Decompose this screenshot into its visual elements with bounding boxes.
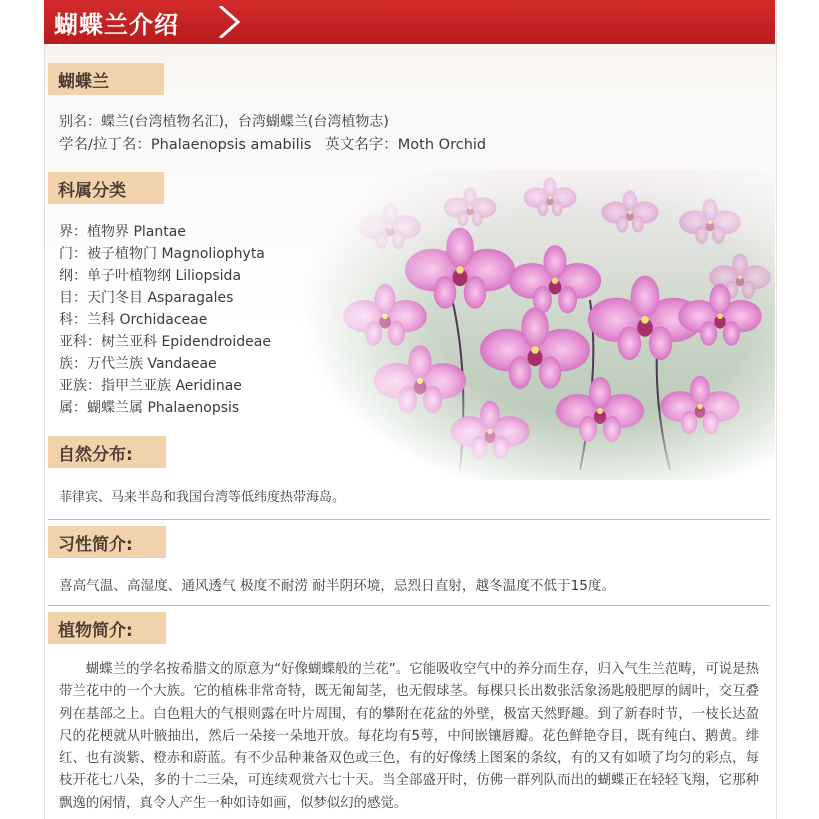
section-heading-plant: 植物简介: — [48, 612, 166, 644]
section-heading-taxonomy: 科属分类 — [48, 172, 164, 204]
banner-title: 蝴蝶兰介绍 — [54, 10, 179, 39]
taxonomy-rank: 族： — [59, 356, 87, 372]
plant-description: 蝴蝶兰的学名按希腊文的原意为“好像蝴蝶般的兰花”。它能吸收空气中的养分而生存，归入气生兰范畴，可说是热带兰花中的一个大族。它的植株非常奇特，既无匍匐茎，也无假球茎。每棵只长出数张活象汤匙般肥厚的阔叶，交互叠列在基部之上。白色粗大的气根则露在叶片周围，有的攀附在花盆的外壁，极富天然野趣。到了新春时节，一枝长达盈尺的花梗就从叶腋抽出，然后一朵接一朵地开放。每花均有5萼，中间嵌镶唇瓣。花色鲜艳夺目，既有纯白、鹅黄。绯红、也有淡紫、橙赤和蔚蓝。有不少品种兼备双色或三色，有的好像绣上图案的条纹，有的又有如喷了均匀的彩点，每枝开花七八朵，多的十二三朵，可连续观赏六七十天。当全部盛开时，仿佛一群列队而出的蝴蝶正在轻轻飞翔，它那种飘逸的闲情，真令人产生一种如诗如画，似梦似幻的感觉。 — [59, 662, 759, 811]
taxonomy-value: 万代兰族 Vandaeae — [87, 356, 217, 372]
taxonomy-rank: 科： — [59, 312, 87, 328]
taxonomy-value: 兰科 Orchidaceae — [87, 312, 208, 328]
taxonomy-value: 被子植物门 Magnoliophyta — [87, 246, 265, 262]
taxonomy-row — [59, 309, 207, 329]
taxonomy-row — [59, 397, 239, 417]
taxonomy-row — [59, 221, 186, 241]
taxonomy-rank: 亚科： — [59, 334, 101, 350]
distribution-text: 菲律宾、马来半岛和我国台湾等低纬度热带海岛。 — [59, 490, 346, 505]
taxonomy-row — [59, 265, 241, 285]
taxonomy-value: 天门冬目 Asparagales — [87, 290, 234, 306]
latin-label: 学名/拉丁名： — [59, 137, 151, 153]
orchid-photo — [300, 170, 775, 480]
taxonomy-value: 蝴蝶兰属 Phalaenopsis — [87, 400, 240, 416]
taxonomy-row — [59, 353, 217, 373]
taxonomy-rank: 属： — [59, 400, 87, 416]
section-heading-habits: 习性简介: — [48, 526, 166, 558]
taxonomy-value: 植物界 Plantae — [87, 224, 186, 240]
taxonomy-rank: 亚族： — [59, 378, 101, 394]
taxonomy-rank: 门： — [59, 246, 87, 262]
english-name: Moth Orchid — [397, 137, 487, 153]
english-label: 英文名字： — [325, 137, 398, 153]
taxonomy-value: 单子叶植物纲 Liliopsida — [87, 268, 242, 284]
taxonomy-row — [59, 243, 265, 263]
taxonomy-row — [59, 287, 233, 307]
section-heading-name: 蝴蝶兰 — [48, 63, 164, 95]
chevron-right-icon — [214, 6, 248, 38]
taxonomy-value: 树兰亚科 Epidendroideae — [101, 334, 271, 350]
section-heading-distribution: 自然分布: — [48, 436, 166, 468]
section-divider — [48, 605, 770, 606]
taxonomy-row — [59, 331, 271, 351]
taxonomy-row — [59, 375, 242, 395]
latin-english-line — [59, 133, 486, 154]
taxonomy-rank: 界： — [59, 224, 87, 240]
top-banner — [44, 0, 775, 44]
aliases-text: 别名：蝶兰(台湾植物名汇)，台湾蝴蝶兰(台湾植物志) — [59, 114, 389, 130]
taxonomy-rank: 纲： — [59, 268, 87, 284]
latin-name: Phalaenopsis amabilis — [150, 137, 312, 153]
section-divider — [48, 519, 770, 520]
habits-text: 喜高气温、高湿度、通风透气 极度不耐涝 耐半阴环境，忌烈日直射，越冬温度不低于15度。 — [59, 578, 616, 594]
taxonomy-value: 指甲兰亚族 Aeridinae — [101, 378, 242, 394]
taxonomy-rank: 目： — [59, 290, 87, 306]
